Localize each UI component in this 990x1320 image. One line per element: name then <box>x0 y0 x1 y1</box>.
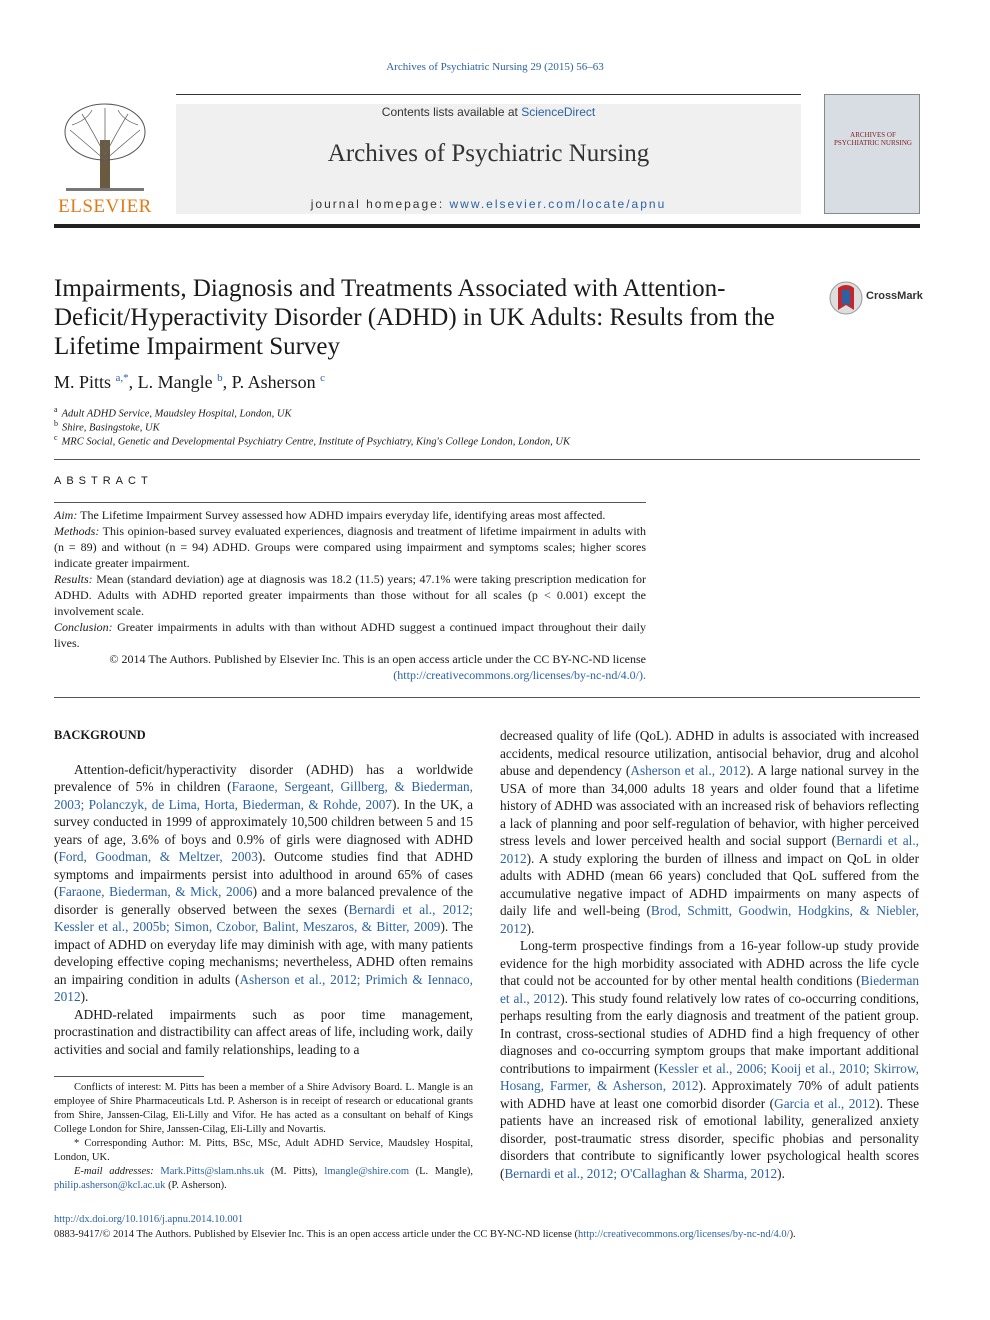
journal-name: Archives of Psychiatric Nursing <box>327 140 650 167</box>
affiliation-marker: a <box>54 405 58 414</box>
paragraph-text: ). <box>526 920 535 936</box>
header-top-rule <box>176 94 801 95</box>
paragraph-text: ). A study exploring the burden of illness and impact on QoL in older adults with ADHD (mean 66 years) concluded that QoL suffered from the accumulative negative impact of ADHD impairments on many aspects of daily life and well-being ( <box>500 850 919 918</box>
license-link[interactable]: http://creativecommons.org/licenses/by-nc-nd/4.0/ <box>578 1229 790 1240</box>
abstract-top-rule <box>54 502 646 503</box>
author-affil-marker[interactable]: b <box>217 372 223 384</box>
abstract-bottom-rule <box>54 697 920 698</box>
paragraph-text: decreased quality of life (QoL). ADHD in adults is associated with increased accidents, medical resource utilization, antisocial behavior, drug and alcohol abuse and dependency ( <box>500 728 919 778</box>
author-list: M. Pitts $^{a,*}$, L. Mangle $^b$, P. Asherson $^c$ <box>54 372 326 392</box>
paragraph-text: ). <box>777 1165 785 1181</box>
journal-homepage <box>176 197 801 211</box>
journal-citation[interactable]: Archives of Psychiatric Nursing 29 (2015) 56–63 <box>386 61 604 73</box>
footnote-rule <box>54 1076 204 1077</box>
citation-link[interactable]: Bernardi et al., 2012; O'Callaghan & Sharma, 2012 <box>504 1165 778 1181</box>
citation-link[interactable]: Bernardi et al., 2012; Kessler et al., 2005b; Simon, Czobor, Balint, Meszaros, & Bitter, 2009 <box>54 901 473 934</box>
corresponding-author-footnote: * Corresponding Author: M. Pitts, BSc, MSc, Adult ADHD Service, Maudsley Hospital, London, UK. <box>54 1138 473 1163</box>
author-name: P. Asherson <box>231 372 316 392</box>
divider <box>54 459 920 460</box>
citation-link[interactable]: Asherson et al., 2012 <box>630 763 746 778</box>
aim-label: Aim: <box>54 508 78 522</box>
paragraph-text: Attention-deficit/hyperactivity disorder (ADHD) has a worldwide prevalence of 5% in children ( <box>54 761 473 794</box>
affiliation-text: Shire, Basingstoke, UK <box>62 422 160 434</box>
paragraph-text: ). These patients have an increased risk of emotional lability, generalized anxiety disorder, post-traumatic stress disorder, specific phobias and personality disorders that contribute to significantly lower psychological health scores ( <box>500 1095 920 1181</box>
email-link[interactable]: philip.asherson@kcl.ac.uk <box>54 1180 166 1191</box>
abstract-aim <box>54 507 646 523</box>
results-text: Mean (standard deviation) age at diagnosis was 18.2 (11.5) years; 47.1% were taking prescription medication for ADHD. Adults with ADHD reported greater impairments than those without for all scales (p < 0.001) except the involvement scale. <box>54 572 646 618</box>
body-left-column <box>54 727 473 1058</box>
body-right-column <box>500 727 919 1182</box>
abstract-conclusion <box>54 619 646 651</box>
email-owner: (M. Pitts), <box>264 1166 325 1177</box>
citation-link[interactable]: Garcia et al., 2012 <box>774 1095 876 1111</box>
section-heading: BACKGROUND <box>54 728 146 742</box>
paragraph <box>54 761 473 1006</box>
homepage-prefix: journal homepage: <box>310 197 450 211</box>
license-link[interactable]: (http://creativecommons.org/licenses/by-nc-nd/4.0/). <box>393 668 646 682</box>
email-owner: (P. Asherson). <box>165 1180 227 1191</box>
issn-line <box>54 1229 796 1240</box>
affiliation-text: MRC Social, Genetic and Developmental Psychiatry Centre, Institute of Psychiatry, King's College London, London, UK <box>61 436 570 448</box>
citation-link[interactable]: Faraone, Biederman, & Mick, 2006 <box>58 884 253 899</box>
paragraph-text: ) and a more balanced prevalence of the disorder is generally observed between the sexes ( <box>54 884 474 917</box>
affiliation <box>54 405 291 420</box>
email-link[interactable]: Mark.Pitts@slam.nhs.uk <box>160 1166 265 1177</box>
aim-text: The Lifetime Impairment Survey assessed how ADHD impairs everyday life, identifying areas most affected. <box>77 508 606 522</box>
paragraph-text: ). The impact of ADHD on everyday life may diminish with age, with many patients developing effective coping mechanisms; nevertheless, ADHD often remains an impairing condition in adults ( <box>54 919 473 987</box>
citation-link[interactable]: Biederman et al., 2012 <box>500 973 919 1006</box>
citation-link[interactable]: Ford, Goodman, & Meltzer, 2003 <box>58 849 258 864</box>
paragraph-text: ). Outcome studies find that ADHD symptoms and impairments persist into adulthood in around 65% of cases ( <box>54 849 473 899</box>
abstract-methods <box>54 523 646 571</box>
contents-prefix: Contents lists available at <box>381 105 522 119</box>
author-name: L. Mangle <box>137 372 213 392</box>
sciencedirect-link[interactable]: ScienceDirect <box>521 105 596 119</box>
abstract-results <box>54 571 646 619</box>
abstract-body <box>54 507 646 683</box>
email-label: E-mail addresses: <box>74 1166 154 1177</box>
email-owner: (L. Mangle), <box>409 1166 474 1177</box>
paragraph-text: ). <box>80 989 89 1004</box>
affiliation <box>54 419 160 434</box>
header-rule <box>54 224 920 228</box>
contents-line <box>176 105 801 119</box>
email-link[interactable]: lmangle@shire.com <box>324 1166 410 1177</box>
crossmark-icon <box>828 280 864 316</box>
affiliation <box>54 433 570 448</box>
author-affil-marker[interactable]: a,* <box>115 372 129 384</box>
methods-text: This opinion-based survey evaluated experiences, diagnosis and treatment of lifetime impairment in adults with (n = 89) and without (n = 94) ADHD. Groups were compared using impairment and symptoms scales; higher scores indicate greater impairment. <box>54 524 646 570</box>
paragraph-text: ). This study found relatively low rates of co-occurring conditions, perhaps resulting from the early diagnosis and treatment of the patient group. In contrast, cross-sectional studies of ADHD find a high frequency of other diagnoses and co-occurring symptom groups that make important additional contributions to impairment ( <box>500 990 919 1076</box>
author-name: M. Pitts <box>54 372 112 392</box>
author-affil-marker[interactable]: c <box>320 372 326 384</box>
conclusion-label: Conclusion: <box>54 620 113 634</box>
homepage-link[interactable]: www.elsevier.com/locate/apnu <box>449 197 667 211</box>
doi-link[interactable]: http://dx.doi.org/10.1016/j.apnu.2014.10.001 <box>54 1214 244 1225</box>
citation-link[interactable]: Bernardi et al., 2012 <box>500 833 919 866</box>
paragraph <box>500 727 919 937</box>
paragraph-text: Long-term prospective findings from a 16-year follow-up study provide evidence for the high morbidity associated with ADHD across the life cycle that could not be accounted for by other mental health conditions ( <box>500 938 919 988</box>
elsevier-wordmark: ELSEVIER <box>58 196 152 217</box>
affiliation-text: Adult ADHD Service, Maudsley Hospital, London, UK <box>61 408 292 420</box>
results-label: Results: <box>54 572 93 586</box>
crossmark-badge[interactable] <box>828 280 928 316</box>
affiliation-marker: b <box>54 419 58 428</box>
abstract-copyright: © 2014 The Authors. Published by Elsevier Inc. This is an open access article under the CC BY-NC-ND license <box>109 652 646 666</box>
footnotes <box>54 1081 473 1193</box>
paragraph-text: ). Approximately 70% of adult patients with ADHD have at least one comorbid disorder ( <box>500 1078 919 1111</box>
crossmark-label: CrossMark <box>866 290 923 302</box>
affiliation-marker: c <box>54 433 58 442</box>
paragraph-text: ). In the UK, a survey conducted in 1999 of approximately 10,500 children between 5 and 15 years of age, 3.6% of boys and 0.9% of girls were diagnosed with ADHD ( <box>54 796 473 864</box>
abstract-heading: ABSTRACT <box>54 475 153 487</box>
paragraph-text: ). A large national survey in the USA of more than 34,000 adults 18 years and older found that a lifetime history of ADHD was associated with an increased risk of behaviors reflecting a lack of planning and poor self-regulation of behavior, with higher perceived stress levels and lower perceived health and social support ( <box>500 763 919 848</box>
article-title: Impairments, Diagnosis and Treatments Associated with Attention-Deficit/Hyperactivity Disorder (ADHD) in UK Adults: Results from the Lifetime Impairment Survey <box>54 275 775 360</box>
conclusion-text: Greater impairments in adults with than without ADHD suggest a continued impact throughout their daily lives. <box>54 620 646 650</box>
citation-link[interactable]: Faraone, Sergeant, Gillberg, & Biederman, 2003; Polanczyk, de Lima, Horta, Biederman, & Rohde, 2007 <box>54 779 473 812</box>
paragraph: ADHD-related impairments such as poor time management, procrastination and distractibility can affect areas of life, including work, daily activities and social and family relationships, leading to a <box>54 1006 473 1057</box>
citation-link[interactable]: Brod, Schmitt, Goodwin, Hodgkins, & Niebler, 2012 <box>500 903 919 936</box>
journal-cover-thumbnail[interactable] <box>824 94 920 214</box>
abstract-license-link <box>54 667 646 683</box>
issn-end: ). <box>789 1229 796 1240</box>
citation-link[interactable]: Kessler et al., 2006; Kooij et al., 2010; Skirrow, Hosang, Farmer, & Asherson, 2012 <box>500 1060 920 1093</box>
methods-label: Methods: <box>54 524 100 538</box>
conflicts-footnote: Conflicts of interest: M. Pitts has been a member of a Shire Advisory Board. L. Mangle is an employee of Shire Pharmaceuticals Ltd. P. Asherson is in receipt of research or educational grants from Shire, Janssen-Cilag, Eli-Lilly and Vifor. He has acted as a consultant on behalf of Kings College London for Shire, Janssen-Cilag, Eli-Lilly and Novartis. <box>54 1082 473 1135</box>
citation-link[interactable]: Asherson et al., 2012; Primich & Iennaco, 2012 <box>54 971 473 1004</box>
issn-text: 0883-9417/© 2014 The Authors. Published by Elsevier Inc. This is an open access article under the CC BY-NC-ND license ( <box>54 1229 579 1240</box>
paragraph <box>500 937 919 1182</box>
cover-title: ARCHIVES OF PSYCHIATRIC NURSING <box>834 131 912 147</box>
email-footnote <box>54 1165 473 1193</box>
